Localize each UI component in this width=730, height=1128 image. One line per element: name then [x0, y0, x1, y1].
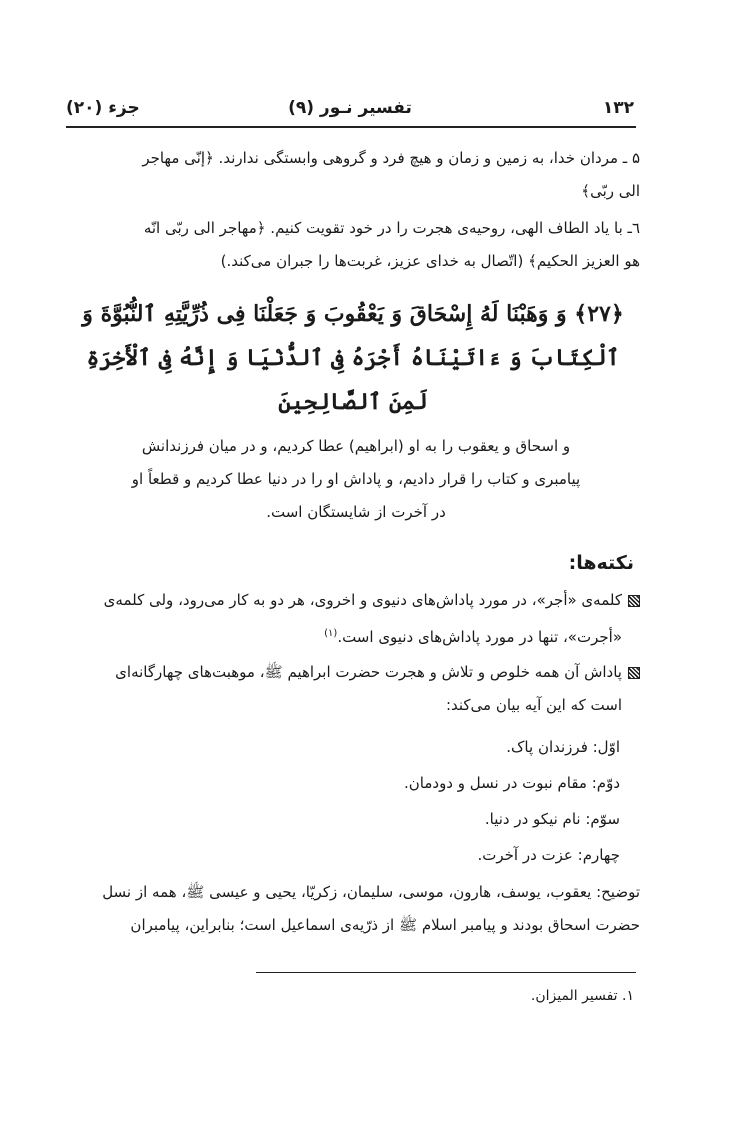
point-6-line-2: هو العزیز الحکیم﴾ (اتّصال به خدای عزیز، غربت‌ها را جبران می‌کند.) — [220, 252, 640, 270]
point-6 — [66, 212, 640, 278]
verse-line-3: لَمِنَ ٱلصَّالِحِينَ — [278, 389, 428, 415]
point-5-line-2: الی ربّی﴾ — [581, 182, 640, 200]
list-item: دوّم: مقام نبوت در نسل و دودمان. — [404, 774, 620, 792]
explanation — [66, 876, 640, 942]
translation-line-3: در آخرت از شایستگان است. — [266, 503, 446, 521]
point-5 — [66, 142, 640, 208]
header-divider — [66, 126, 636, 128]
quran-verse — [66, 292, 640, 424]
bullet-icon — [628, 595, 640, 607]
bullet-icon — [628, 667, 640, 679]
point-5-line-1: ۵ ـ مردان خدا، به زمین و زمان و هیچ فرد و گروهی وابستگی ندارند. ﴿إنّی مهاجر — [142, 149, 640, 167]
verse-translation — [96, 430, 616, 529]
footnote: ۱. تفسیر المیزان. — [530, 988, 634, 1004]
list-item: سوّم: نام نیکو در دنیا. — [484, 810, 620, 828]
translation-line-1: و اسحاق و یعقوب را به او (ابراهیم) عطا کردیم، و در میان فرزندانش — [141, 437, 571, 455]
note-1 — [66, 584, 640, 654]
page-number: ۱۳۲ — [602, 98, 634, 118]
explanation-line-2: حضرت اسحاق بودند و پیامبر اسلام ﷺ از ذرّیه‌ی اسماعیل است؛ بنابراین، پیامبران — [130, 916, 640, 934]
note-1-line-2: «أجرت»، تنها در مورد پاداش‌های دنیوی است.$^{(۱)}$ — [324, 628, 622, 646]
notes-heading: نکته‌ها: — [568, 552, 634, 574]
translation-line-2: پیامبری و کتاب را قرار دادیم، و پاداش او را در دنیا عطا کردیم و قطعاً او — [131, 470, 581, 488]
book-title: تفسیر نـور (۹) — [288, 98, 412, 118]
note-2-line-1: پاداش آن همه خلوص و تلاش و هجرت حضرت ابراهیم ﷺ، موهبت‌های چهارگانه‌ای — [66, 656, 640, 689]
part-number: جزء (۲۰) — [66, 98, 140, 118]
list-item: چهارم: عزت در آخرت. — [477, 846, 620, 864]
verse-line-1: ﴿۲۷﴾ وَ وَهَبْنَا لَهُ إِسْحَاقَ وَ يَعْقُوبَ وَ جَعَلْنَا فِى ذُرِّيَّتِهِ ٱلنُّبُوَّةَ وَ — [82, 301, 624, 327]
explanation-line-1: توضیح: یعقوب، یوسف، هارون، موسی، سلیمان، زکریّا، یحیی و عیسی ﷺ، همه از نسل — [102, 883, 640, 901]
page-header — [66, 96, 634, 126]
verse-line-2: ٱلْكِتَابَ وَ ءَاتَيْنَاهُ أَجْرَهُ فِى ٱلدُّنْيَا وَ إِنَّهُ فِى ٱلْأَخِرَةِ — [86, 345, 620, 371]
footnote-divider — [256, 972, 636, 973]
list-item: اوّل: فرزندان پاک. — [506, 738, 620, 756]
point-6-line-1: ٦ـ با یاد الطاف الهی، روحیه‌ی هجرت را در خود تقویت کنیم. ﴿مهاجر الی ربّی انّه — [143, 219, 640, 237]
note-2 — [66, 656, 640, 722]
note-2-line-2: است که این آیه بیان می‌کند: — [445, 696, 622, 714]
footnote-ref: (۱) — [324, 628, 338, 639]
note-1-line-1: کلمه‌ی «أجر»، در مورد پاداش‌های دنیوی و اخروی، هر دو به کار می‌رود، ولی کلمه‌ی — [66, 584, 640, 617]
